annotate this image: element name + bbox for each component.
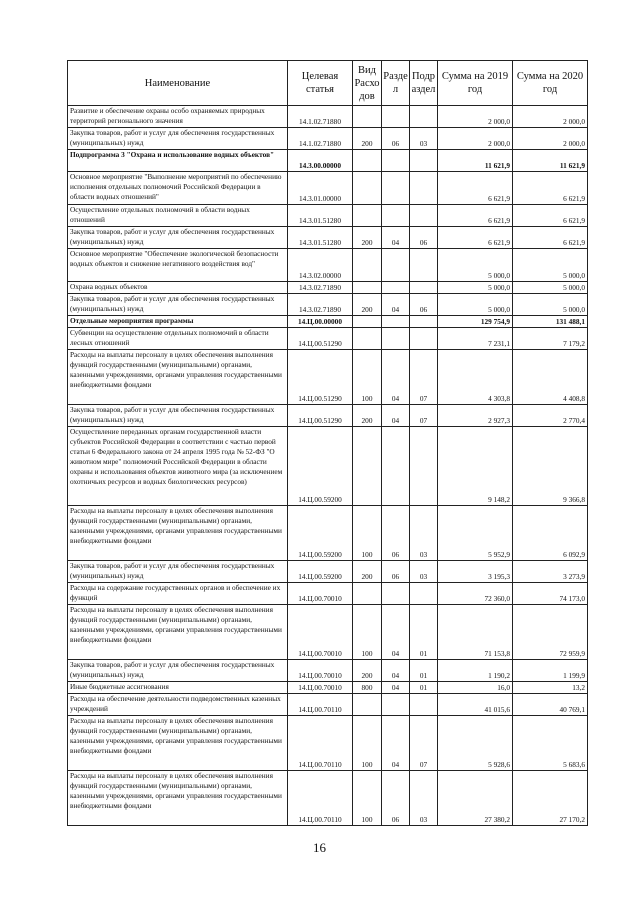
cell-subsection: 01: [410, 605, 438, 660]
cell-expense-kind: [353, 328, 382, 350]
table-row: [68, 405, 588, 427]
cell-subsection: 03: [410, 771, 438, 826]
cell-sum-2019: 5 000,0: [438, 282, 513, 294]
cell-target-article: 14.Ц.00.70010: [288, 660, 353, 682]
cell-expense-kind: 100: [353, 716, 382, 771]
cell-expense-kind: 200: [353, 561, 382, 583]
cell-sum-2019: 2 927,3: [438, 405, 513, 427]
table-row: [68, 660, 588, 682]
cell-target-article: 14.3.01.00000: [288, 172, 353, 205]
table-row: [68, 328, 588, 350]
cell-section: [382, 205, 410, 227]
table-row: [68, 294, 588, 316]
cell-sum-2019: 27 380,2: [438, 771, 513, 826]
cell-sum-2019: 5 000,0: [438, 294, 513, 316]
cell-name: Основное мероприятие "Выполнение мероприятий по обеспечению исполнения отдельных полномочий Российской Федерации в области водных отношений": [68, 172, 288, 205]
cell-expense-kind: [353, 205, 382, 227]
cell-section: 06: [382, 561, 410, 583]
cell-name: Расходы на содержание государственных органов и обеспечение их функций: [68, 583, 288, 605]
cell-section: 06: [382, 771, 410, 826]
header-name: Наименование: [68, 61, 288, 106]
cell-section: 06: [382, 506, 410, 561]
table-body: [68, 106, 588, 826]
cell-sum-2019: 6 621,9: [438, 172, 513, 205]
cell-section: [382, 172, 410, 205]
cell-target-article: 14.Ц.00.70110: [288, 694, 353, 716]
cell-name: Расходы на выплаты персоналу в целях обеспечения выполнения функций государственными (муниципальными) органами, казенными учреждениями, органами управления государственными внебюджетными фондами: [68, 350, 288, 405]
page-number: 16: [313, 840, 326, 855]
cell-sum-2019: 9 148,2: [438, 427, 513, 506]
cell-section: 06: [382, 128, 410, 150]
cell-name: Подпрограмма 3 "Охрана и использование водных объектов": [68, 150, 288, 172]
cell-expense-kind: [353, 249, 382, 282]
table-header-row: [68, 61, 588, 106]
table-row: [68, 172, 588, 205]
cell-sum-2020: 13,2: [513, 682, 588, 694]
cell-subsection: [410, 106, 438, 128]
cell-sum-2020: 11 621,9: [513, 150, 588, 172]
cell-target-article: 14.1.02.71880: [288, 106, 353, 128]
table-row: [68, 583, 588, 605]
cell-expense-kind: 200: [353, 128, 382, 150]
cell-expense-kind: [353, 106, 382, 128]
header-section: Разде л: [382, 61, 410, 106]
cell-target-article: 14.Ц.00.70010: [288, 605, 353, 660]
cell-sum-2019: 16,0: [438, 682, 513, 694]
cell-subsection: [410, 427, 438, 506]
cell-expense-kind: 100: [353, 350, 382, 405]
cell-subsection: 03: [410, 506, 438, 561]
cell-section: [382, 249, 410, 282]
cell-subsection: [410, 316, 438, 328]
cell-sum-2020: 2 000,0: [513, 106, 588, 128]
cell-name: Расходы на выплаты персоналу в целях обеспечения выполнения функций государственными (муниципальными) органами, казенными учреждениями, органами управления государственными внебюджетными фондами: [68, 605, 288, 660]
cell-expense-kind: [353, 172, 382, 205]
cell-target-article: 14.Ц.00.70010: [288, 583, 353, 605]
cell-sum-2020: 131 488,1: [513, 316, 588, 328]
table-row: [68, 506, 588, 561]
cell-name: Расходы на выплаты персоналу в целях обеспечения выполнения функций государственными (муниципальными) органами, казенными учреждениями, органами управления государственными внебюджетными фондами: [68, 771, 288, 826]
cell-sum-2020: 40 769,1: [513, 694, 588, 716]
table-row: [68, 282, 588, 294]
cell-subsection: [410, 249, 438, 282]
cell-sum-2020: 1 199,9: [513, 660, 588, 682]
cell-target-article: 14.Ц.00.59200: [288, 427, 353, 506]
cell-expense-kind: 800: [353, 682, 382, 694]
cell-sum-2020: 9 366,8: [513, 427, 588, 506]
cell-section: 04: [382, 660, 410, 682]
cell-name: Субвенции на осуществление отдельных полномочий в области лесных отношений: [68, 328, 288, 350]
cell-sum-2019: 129 754,9: [438, 316, 513, 328]
cell-name: Закупка товаров, работ и услуг для обеспечения государственных (муниципальных) нужд: [68, 294, 288, 316]
cell-subsection: [410, 583, 438, 605]
cell-expense-kind: [353, 150, 382, 172]
cell-sum-2019: 5 952,9: [438, 506, 513, 561]
header-sum-2019: Сумма на 2019 год: [438, 61, 513, 106]
cell-section: [382, 328, 410, 350]
table-row: [68, 561, 588, 583]
cell-section: 04: [382, 405, 410, 427]
cell-sum-2020: 6 621,9: [513, 205, 588, 227]
cell-sum-2020: 2 770,4: [513, 405, 588, 427]
cell-subsection: 01: [410, 682, 438, 694]
cell-sum-2020: 5 000,0: [513, 249, 588, 282]
table-row: [68, 150, 588, 172]
cell-sum-2020: 6 092,9: [513, 506, 588, 561]
cell-sum-2020: 5 683,6: [513, 716, 588, 771]
cell-target-article: 14.3.02.71890: [288, 294, 353, 316]
cell-section: 04: [382, 227, 410, 249]
table-row: [68, 694, 588, 716]
cell-section: 04: [382, 682, 410, 694]
cell-expense-kind: 200: [353, 660, 382, 682]
cell-name: Осуществление переданных органам государственной власти субъектов Российской Федерации в соответствии с частью первой статьи 6 Федерального закона от 24 апреля 1995 года № 52-ФЗ "О животном мире" полномочий Российской Федерации в области охраны и использования объектов животного мира (за исключением охотничьих ресурсов и водных биологических ресурсов): [68, 427, 288, 506]
cell-sum-2019: 7 231,1: [438, 328, 513, 350]
cell-target-article: 14.Ц.00.70110: [288, 771, 353, 826]
cell-sum-2020: 27 170,2: [513, 771, 588, 826]
table-row: [68, 427, 588, 506]
cell-name: Развитие и обеспечение охраны особо охраняемых природных территорий регионального значения: [68, 106, 288, 128]
cell-name: Расходы на выплаты персоналу в целях обеспечения выполнения функций государственными (муниципальными) органами, казенными учреждениями, органами управления государственными внебюджетными фондами: [68, 506, 288, 561]
cell-expense-kind: [353, 427, 382, 506]
cell-expense-kind: [353, 694, 382, 716]
cell-section: 04: [382, 605, 410, 660]
cell-expense-kind: [353, 316, 382, 328]
cell-sum-2019: 41 015,6: [438, 694, 513, 716]
cell-expense-kind: 100: [353, 605, 382, 660]
cell-subsection: 06: [410, 294, 438, 316]
cell-subsection: 07: [410, 350, 438, 405]
cell-target-article: 14.3.02.71890: [288, 282, 353, 294]
table-row: [68, 605, 588, 660]
cell-expense-kind: 100: [353, 506, 382, 561]
cell-target-article: 14.3.00.00000: [288, 150, 353, 172]
cell-target-article: 14.Ц.00.59200: [288, 506, 353, 561]
cell-sum-2020: 74 173,0: [513, 583, 588, 605]
budget-table: [67, 60, 588, 826]
cell-target-article: 14.Ц.00.70110: [288, 716, 353, 771]
cell-sum-2020: 4 408,8: [513, 350, 588, 405]
cell-sum-2020: 5 000,0: [513, 282, 588, 294]
cell-section: 04: [382, 294, 410, 316]
cell-sum-2019: 5 000,0: [438, 249, 513, 282]
cell-subsection: 07: [410, 716, 438, 771]
cell-target-article: 14.3.01.51280: [288, 227, 353, 249]
header-sum-2020: Сумма на 2020 год: [513, 61, 588, 106]
cell-section: [382, 316, 410, 328]
cell-target-article: 14.Ц.00.51290: [288, 350, 353, 405]
cell-sum-2020: 2 000,0: [513, 128, 588, 150]
cell-sum-2020: 3 273,9: [513, 561, 588, 583]
cell-subsection: 01: [410, 660, 438, 682]
cell-sum-2020: 6 621,9: [513, 227, 588, 249]
cell-name: Закупка товаров, работ и услуг для обеспечения государственных (муниципальных) нужд: [68, 405, 288, 427]
cell-subsection: 06: [410, 227, 438, 249]
cell-name: Иные бюджетные ассигнования: [68, 682, 288, 694]
table-row: [68, 128, 588, 150]
cell-section: [382, 427, 410, 506]
cell-sum-2019: 5 928,6: [438, 716, 513, 771]
cell-sum-2019: 2 000,0: [438, 128, 513, 150]
cell-sum-2019: 2 000,0: [438, 106, 513, 128]
cell-sum-2019: 72 360,0: [438, 583, 513, 605]
table-row: [68, 316, 588, 328]
header-subsection: Подр аздел: [410, 61, 438, 106]
cell-subsection: [410, 172, 438, 205]
cell-target-article: 14.Ц.00.00000: [288, 316, 353, 328]
cell-subsection: 07: [410, 405, 438, 427]
cell-sum-2019: 11 621,9: [438, 150, 513, 172]
cell-name: Закупка товаров, работ и услуг для обеспечения государственных (муниципальных) нужд: [68, 128, 288, 150]
table-row: [68, 227, 588, 249]
cell-expense-kind: [353, 282, 382, 294]
cell-subsection: [410, 328, 438, 350]
cell-target-article: 14.3.01.51280: [288, 205, 353, 227]
table-row: [68, 106, 588, 128]
table-row: [68, 249, 588, 282]
cell-section: [382, 150, 410, 172]
cell-section: [382, 282, 410, 294]
cell-subsection: [410, 282, 438, 294]
cell-sum-2019: 6 621,9: [438, 205, 513, 227]
cell-name: Основное мероприятие "Обеспечение экологической безопасности водных объектов и снижение негативного воздействия вод": [68, 249, 288, 282]
cell-name: Расходы на обеспечение деятельности подведомственных казенных учреждений: [68, 694, 288, 716]
cell-target-article: 14.3.02.00000: [288, 249, 353, 282]
cell-target-article: 14.Ц.00.51290: [288, 328, 353, 350]
cell-target-article: 14.1.02.71880: [288, 128, 353, 150]
cell-name: Осуществление отдельных полномочий в области водных отношений: [68, 205, 288, 227]
cell-section: [382, 583, 410, 605]
cell-expense-kind: 200: [353, 405, 382, 427]
cell-section: 04: [382, 716, 410, 771]
table-row: [68, 205, 588, 227]
table-row: [68, 771, 588, 826]
header-target-article: Целевая статья: [288, 61, 353, 106]
cell-sum-2019: 6 621,9: [438, 227, 513, 249]
cell-sum-2020: 6 621,9: [513, 172, 588, 205]
cell-subsection: [410, 694, 438, 716]
cell-expense-kind: 200: [353, 227, 382, 249]
cell-sum-2019: 3 195,3: [438, 561, 513, 583]
cell-section: 04: [382, 350, 410, 405]
cell-expense-kind: [353, 583, 382, 605]
cell-target-article: 14.Ц.00.59200: [288, 561, 353, 583]
cell-sum-2019: 71 153,8: [438, 605, 513, 660]
cell-section: [382, 106, 410, 128]
cell-expense-kind: 100: [353, 771, 382, 826]
cell-expense-kind: 200: [353, 294, 382, 316]
cell-sum-2020: 5 000,0: [513, 294, 588, 316]
header-expense-kind: Вид Расхо дов: [353, 61, 382, 106]
cell-subsection: 03: [410, 128, 438, 150]
cell-sum-2019: 1 190,2: [438, 660, 513, 682]
cell-target-article: 14.Ц.00.51290: [288, 405, 353, 427]
cell-name: Закупка товаров, работ и услуг для обеспечения государственных (муниципальных) нужд: [68, 227, 288, 249]
cell-sum-2020: 72 959,9: [513, 605, 588, 660]
cell-name: Закупка товаров, работ и услуг для обеспечения государственных (муниципальных) нужд: [68, 561, 288, 583]
cell-subsection: [410, 205, 438, 227]
cell-name: Отдельные мероприятия программы: [68, 316, 288, 328]
cell-sum-2019: 4 303,8: [438, 350, 513, 405]
table-row: [68, 350, 588, 405]
cell-subsection: 03: [410, 561, 438, 583]
cell-name: Расходы на выплаты персоналу в целях обеспечения выполнения функций государственными (муниципальными) органами, казенными учреждениями, органами управления государственными внебюджетными фондами: [68, 716, 288, 771]
cell-name: Охрана водных объектов: [68, 282, 288, 294]
cell-sum-2020: 7 179,2: [513, 328, 588, 350]
table-row: [68, 682, 588, 694]
table-row: [68, 716, 588, 771]
cell-target-article: 14.Ц.00.70010: [288, 682, 353, 694]
cell-subsection: [410, 150, 438, 172]
cell-section: [382, 694, 410, 716]
cell-name: Закупка товаров, работ и услуг для обеспечения государственных (муниципальных) нужд: [68, 660, 288, 682]
